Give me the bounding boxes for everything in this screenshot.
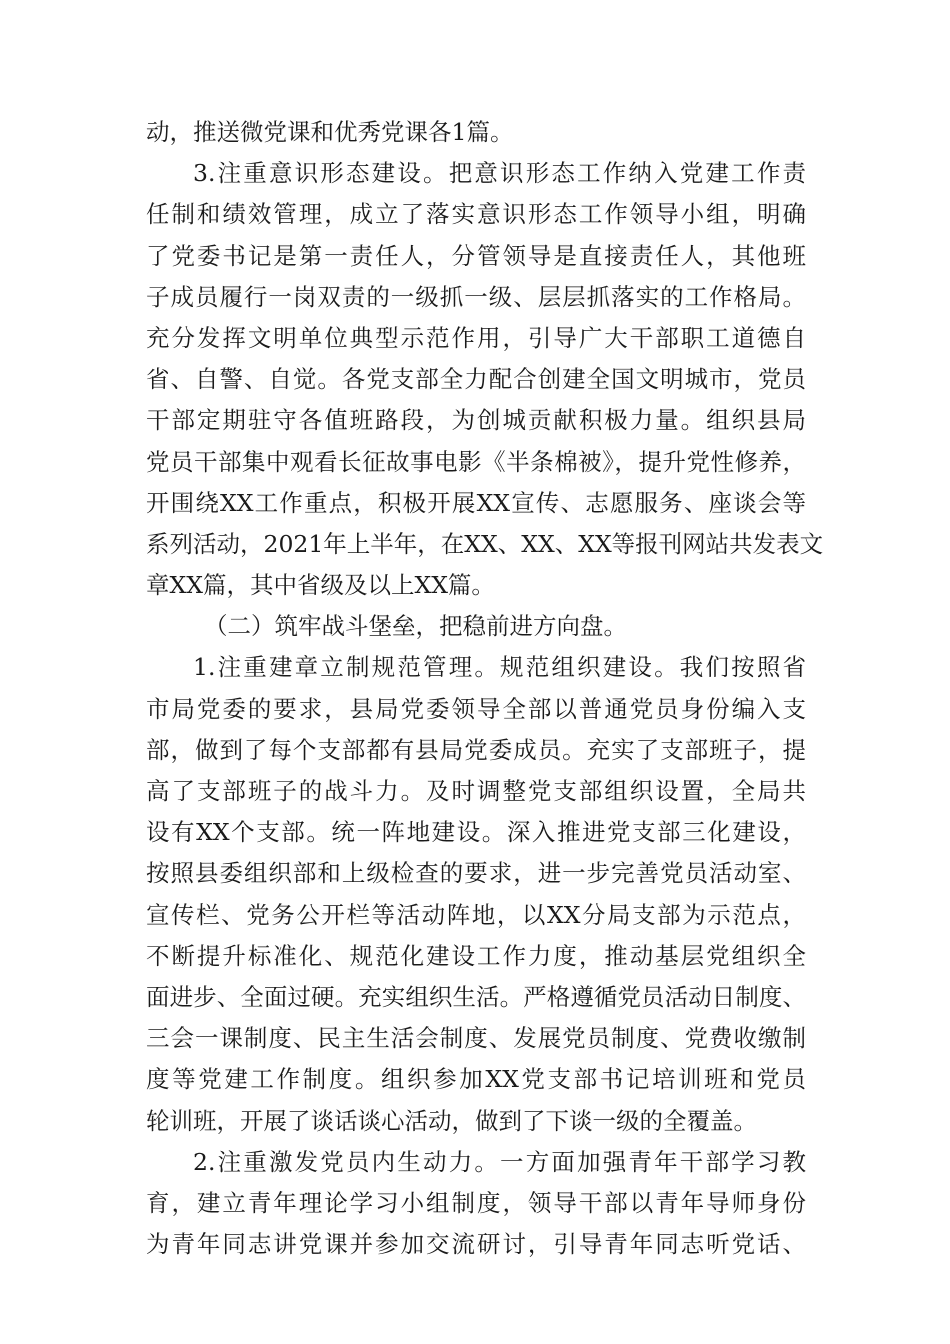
body-text-line: 面进步、全面过硬。充实组织生活。严格遵循党员活动日制度、	[146, 982, 806, 1011]
body-text-line: 开围绕XX工作重点，积极开展XX宣传、志愿服务、座谈会等	[146, 488, 806, 517]
body-text-line: 为青年同志讲党课并参加交流研讨，引导青年同志听党话、	[146, 1230, 806, 1259]
body-text-line: 系列活动，2021年上半年，在XX、XX、XX等报刊网站共发表文	[146, 529, 824, 558]
body-text-line: 党员干部集中观看长征故事电影《半条棉被》，提升党性修养，	[146, 447, 806, 476]
body-text-line: 高了支部班子的战斗力。及时调整党支部组织设置，全局共	[146, 777, 806, 805]
body-text-line: 3.注重意识形态建设。把意识形态工作纳入党建工作责	[193, 159, 806, 188]
body-text-line: 1.注重建章立制规范管理。规范组织建设。我们按照省	[193, 653, 806, 682]
body-text-line: 设有XX个支部。统一阵地建设。深入推进党支部三化建设，	[146, 818, 806, 847]
body-text-line: 育，建立青年理论学习小组制度，领导干部以青年导师身份	[146, 1188, 806, 1217]
body-text-line: 部，做到了每个支部都有县局党委成员。充实了支部班子，提	[146, 735, 806, 764]
body-text-line: 充分发挥文明单位典型示范作用，引导广大干部职工道德自	[146, 323, 806, 352]
body-text-line: 宣传栏、党务公开栏等活动阵地，以XX分局支部为示范点，	[146, 900, 806, 929]
body-text-line: 不断提升标准化、规范化建设工作力度，推动基层党组织全	[146, 941, 806, 970]
body-text-line: 干部定期驻守各值班路段，为创城贡献积极力量。组织县局	[146, 406, 806, 435]
body-text-line: 章XX篇，其中省级及以上XX篇。	[146, 571, 495, 600]
body-text-line: 省、自警、自觉。各党支部全力配合创建全国文明城市，党员	[146, 365, 806, 394]
body-text-line: 轮训班，开展了谈话谈心活动，做到了下谈一级的全覆盖。	[146, 1106, 757, 1135]
body-text-line: 任制和绩效管理，成立了落实意识形态工作领导小组，明确	[146, 200, 806, 229]
body-text-line: 度等党建工作制度。组织参加XX党支部书记培训班和党员	[146, 1065, 806, 1094]
body-text-line: 三会一课制度、民主生活会制度、发展党员制度、党费收缴制	[146, 1024, 806, 1053]
body-text-line: 按照县委组织部和上级检查的要求，进一步完善党员活动室、	[146, 859, 806, 888]
body-text-line: 市局党委的要求，县局党委领导全部以普通党员身份编入支	[146, 694, 806, 723]
body-text-line: 子成员履行一岗双责的一级抓一级、层层抓落实的工作格局。	[146, 282, 806, 311]
body-text-line: 动，推送微党课和优秀党课各1篇。	[146, 118, 514, 146]
section-heading: （二）筑牢战斗堡垒，把稳前进方向盘。	[204, 612, 627, 641]
document-body	[146, 112, 824, 1265]
body-text-line: 了党委书记是第一责任人，分管领导是直接责任人，其他班	[146, 241, 806, 270]
body-text-line: 2.注重激发党员内生动力。一方面加强青年干部学习教	[193, 1147, 806, 1176]
